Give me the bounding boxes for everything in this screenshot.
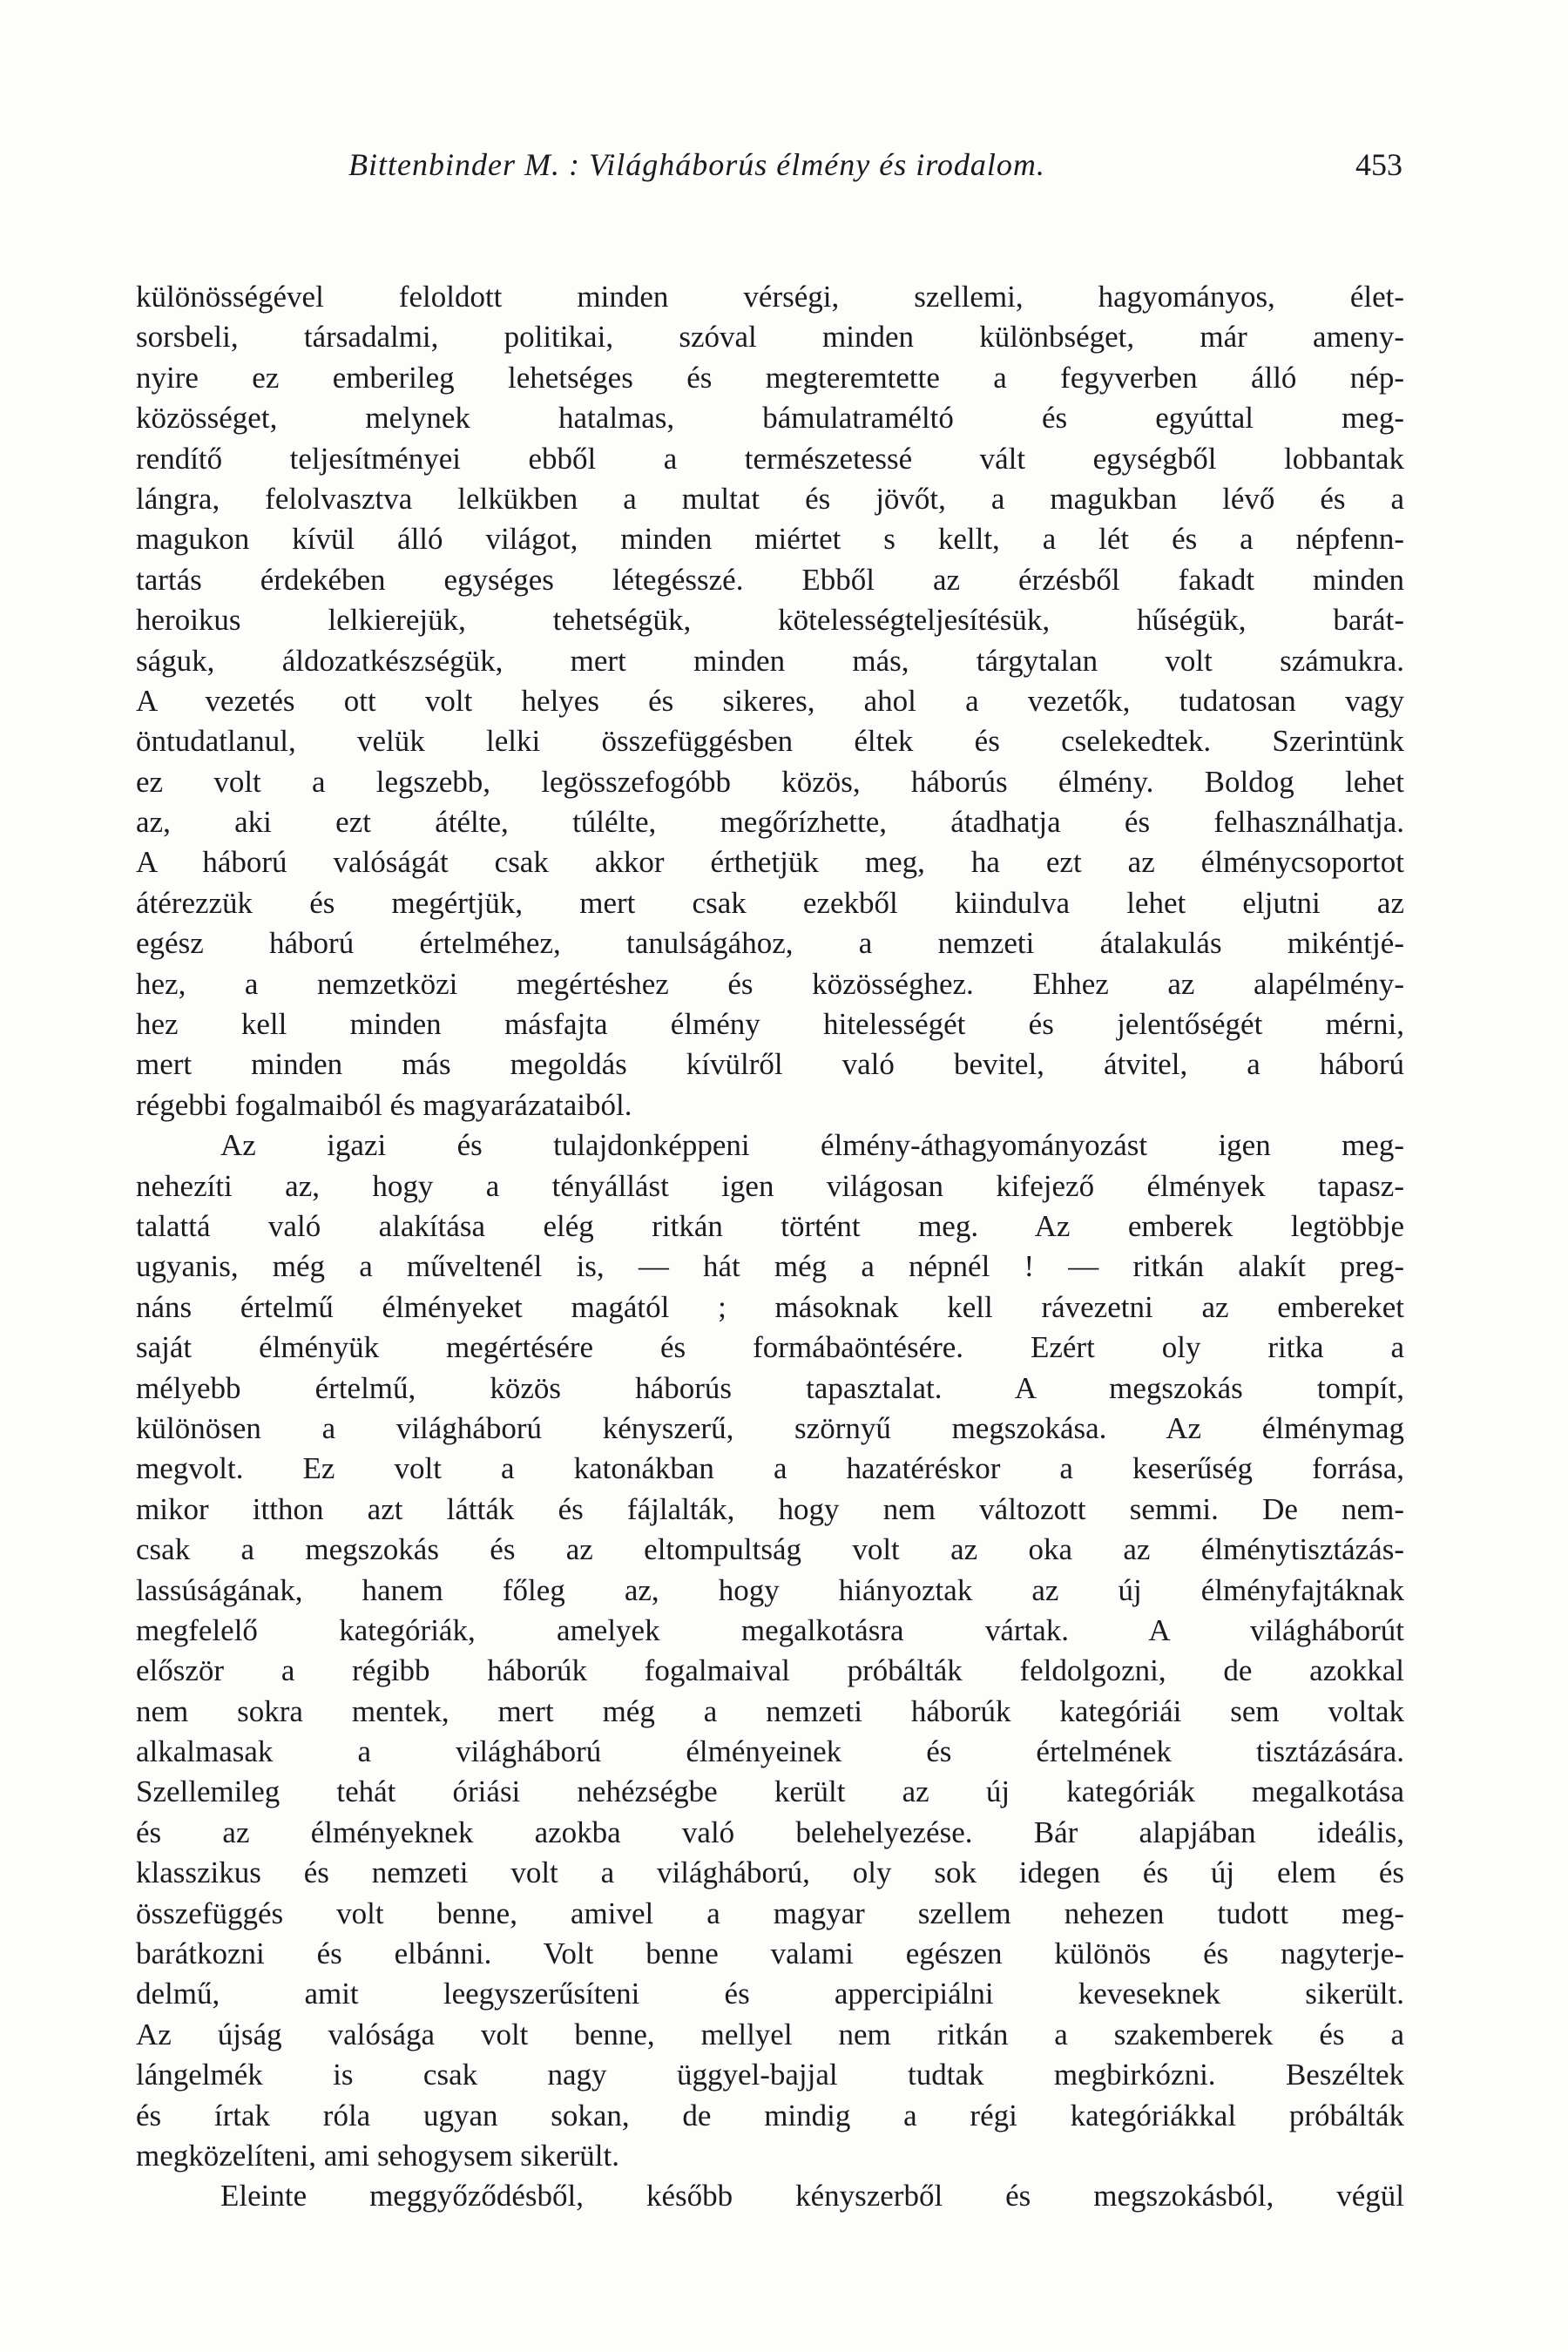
text-line: Az igazi és tulajdonképpeni élmény-áthagyományozást igen meg-: [220, 1128, 1404, 1163]
text-line: mert minden más megoldás kívülről való bevitel, átvitel, a háború: [136, 1047, 1404, 1082]
text-line: különösen a világháború kényszerű, szörnyű megszokása. Az élménymag: [136, 1410, 1404, 1445]
text-line: mélyebb értelmű, közös háborús tapasztalat. A megszokás tompít,: [136, 1370, 1404, 1405]
text-line: talattá való alakítása elég ritkán történt meg. Az emberek legtöbbje: [136, 1208, 1404, 1243]
running-head: [348, 146, 1402, 190]
text-line: hez kell minden másfajta élmény hitelességét és jelentőségét mérni,: [136, 1007, 1404, 1042]
text-line: alkalmasak a világháború élményeinek és értelmének tisztázására.: [136, 1734, 1404, 1769]
text-line: Eleinte meggyőződésből, később kényszerből és megszokásból, végül: [220, 2179, 1404, 2213]
text-line: különösségével feloldott minden vérségi, szellemi, hagyományos, élet-: [136, 280, 1404, 314]
text-line: tartás érdekében egységes létegésszé. Ebből az érzésből fakadt minden: [136, 562, 1404, 597]
text-line: delmű, amit leegyszerűsíteni és appercipiálni keveseknek sikerült.: [136, 1977, 1404, 2011]
text-line: Az újság valósága volt benne, mellyel nem ritkán a szakemberek és a: [136, 2017, 1404, 2051]
text-line: magukon kívül álló világot, minden miértet s kellt, a lét és a népfenn-: [136, 522, 1404, 557]
paragraph-3: [136, 2176, 1404, 2216]
text-line: sorsbeli, társadalmi, politikai, szóval minden különbséget, már ameny-: [136, 320, 1404, 355]
text-line: mikor itthon azt látták és fájlalták, hogy nem változott semmi. De nem-: [136, 1491, 1404, 1526]
text-line: régebbi fogalmaiból és magyarázataiból.: [136, 1087, 632, 1122]
text-line: A háború valóságát csak akkor érthetjük meg, ha ezt az élménycsoportot: [136, 845, 1404, 880]
text-line: megközelíteni, ami sehogysem sikerült.: [136, 2138, 620, 2173]
text-line: megfelelő kategóriák, amelyek megalkotásra vártak. A világháborút: [136, 1612, 1404, 1647]
text-line: lángra, felolvasztva lelkükben a multat és jövőt, a magukban lévő és a: [136, 481, 1404, 516]
text-line: és írtak róla ugyan sokan, de mindig a régi kategóriákkal próbálták: [136, 2098, 1404, 2132]
text-line: lángelmék is csak nagy üggyel-bajjal tudtak megbirkózni. Beszéltek: [136, 2058, 1404, 2092]
text-line: nehezíti az, hogy a tényállást igen világosan kifejező élmények tapasz-: [136, 1168, 1404, 1203]
paragraph-1: [136, 277, 1404, 1125]
text-line: először a régibb háborúk fogalmaival próbálták feldolgozni, de azokkal: [136, 1653, 1404, 1688]
text-line: ságuk, áldozatkészségük, mert minden más, tárgytalan volt számukra.: [136, 643, 1404, 678]
body-text: [136, 277, 1404, 2217]
text-line: heroikus lelkierejük, tehetségük, kötelességteljesítésük, hűségük, barát-: [136, 603, 1404, 638]
text-line: nem sokra mentek, mert még a nemzeti háborúk kategóriái sem voltak: [136, 1693, 1404, 1728]
text-line: csak a megszokás és az eltompultság volt az oka az élménytisztázás-: [136, 1532, 1404, 1567]
text-line: összefüggés volt benne, amivel a magyar szellem nehezen tudott meg-: [136, 1896, 1404, 1930]
text-line: saját élményük megértésére és formábaöntésére. Ezért oly ritka a: [136, 1330, 1404, 1365]
text-line: klasszikus és nemzeti volt a világháború, oly sok idegen és új elem és: [136, 1855, 1404, 1890]
text-line: az, aki ezt átélte, túlélte, megőrízhette, átadhatja és felhasználhatja.: [136, 805, 1404, 840]
text-line: ez volt a legszebb, legösszefogóbb közös, háborús élmény. Boldog lehet: [136, 764, 1404, 799]
text-line: lassúságának, hanem főleg az, hogy hiányoztak az új élményfajtáknak: [136, 1572, 1404, 1607]
text-line: öntudatlanul, velük lelki összefüggésben éltek és cselekedtek. Szerintünk: [136, 724, 1404, 759]
text-line: náns értelmű élményeket magától ; másoknak kell rávezetni az embereket: [136, 1289, 1404, 1324]
text-line: nyire ez emberileg lehetséges és megteremtette a fegyverben álló nép-: [136, 360, 1404, 395]
page-number: 453: [1355, 147, 1402, 182]
running-title: Bittenbinder M. : Világháborús élmény és irodalom.: [348, 147, 1045, 182]
text-line: barátkozni és elbánni. Volt benne valami egészen különös és nagyterje-: [136, 1936, 1404, 1971]
text-line: és az élményeknek azokba való belehelyezése. Bár alapjában ideális,: [136, 1815, 1404, 1849]
text-line: közösséget, melynek hatalmas, bámulatraméltó és egyúttal meg-: [136, 401, 1404, 436]
text-line: egész háború értelméhez, tanulságához, a nemzeti átalakulás mikéntjé-: [136, 926, 1404, 961]
text-line: rendítő teljesítményei ebből a természetessé vált egységből lobbantak: [136, 441, 1404, 476]
text-line: A vezetés ott volt helyes és sikeres, ahol a vezetők, tudatosan vagy: [136, 683, 1404, 718]
paragraph-2: [136, 1125, 1404, 2176]
text-line: megvolt. Ez volt a katonákban a hazatéréskor a keserűség forrása,: [136, 1451, 1404, 1486]
text-line: ugyanis, még a műveltenél is, — hát még a népnél ! — ritkán alakít preg-: [136, 1249, 1404, 1284]
text-line: Szellemileg tehát óriási nehézségbe került az új kategóriák megalkotása: [136, 1774, 1404, 1809]
text-line: hez, a nemzetközi megértéshez és közösséghez. Ehhez az alapélmény-: [136, 966, 1404, 1001]
text-line: átérezzük és megértjük, mert csak ezekből kiindulva lehet eljutni az: [136, 885, 1404, 920]
